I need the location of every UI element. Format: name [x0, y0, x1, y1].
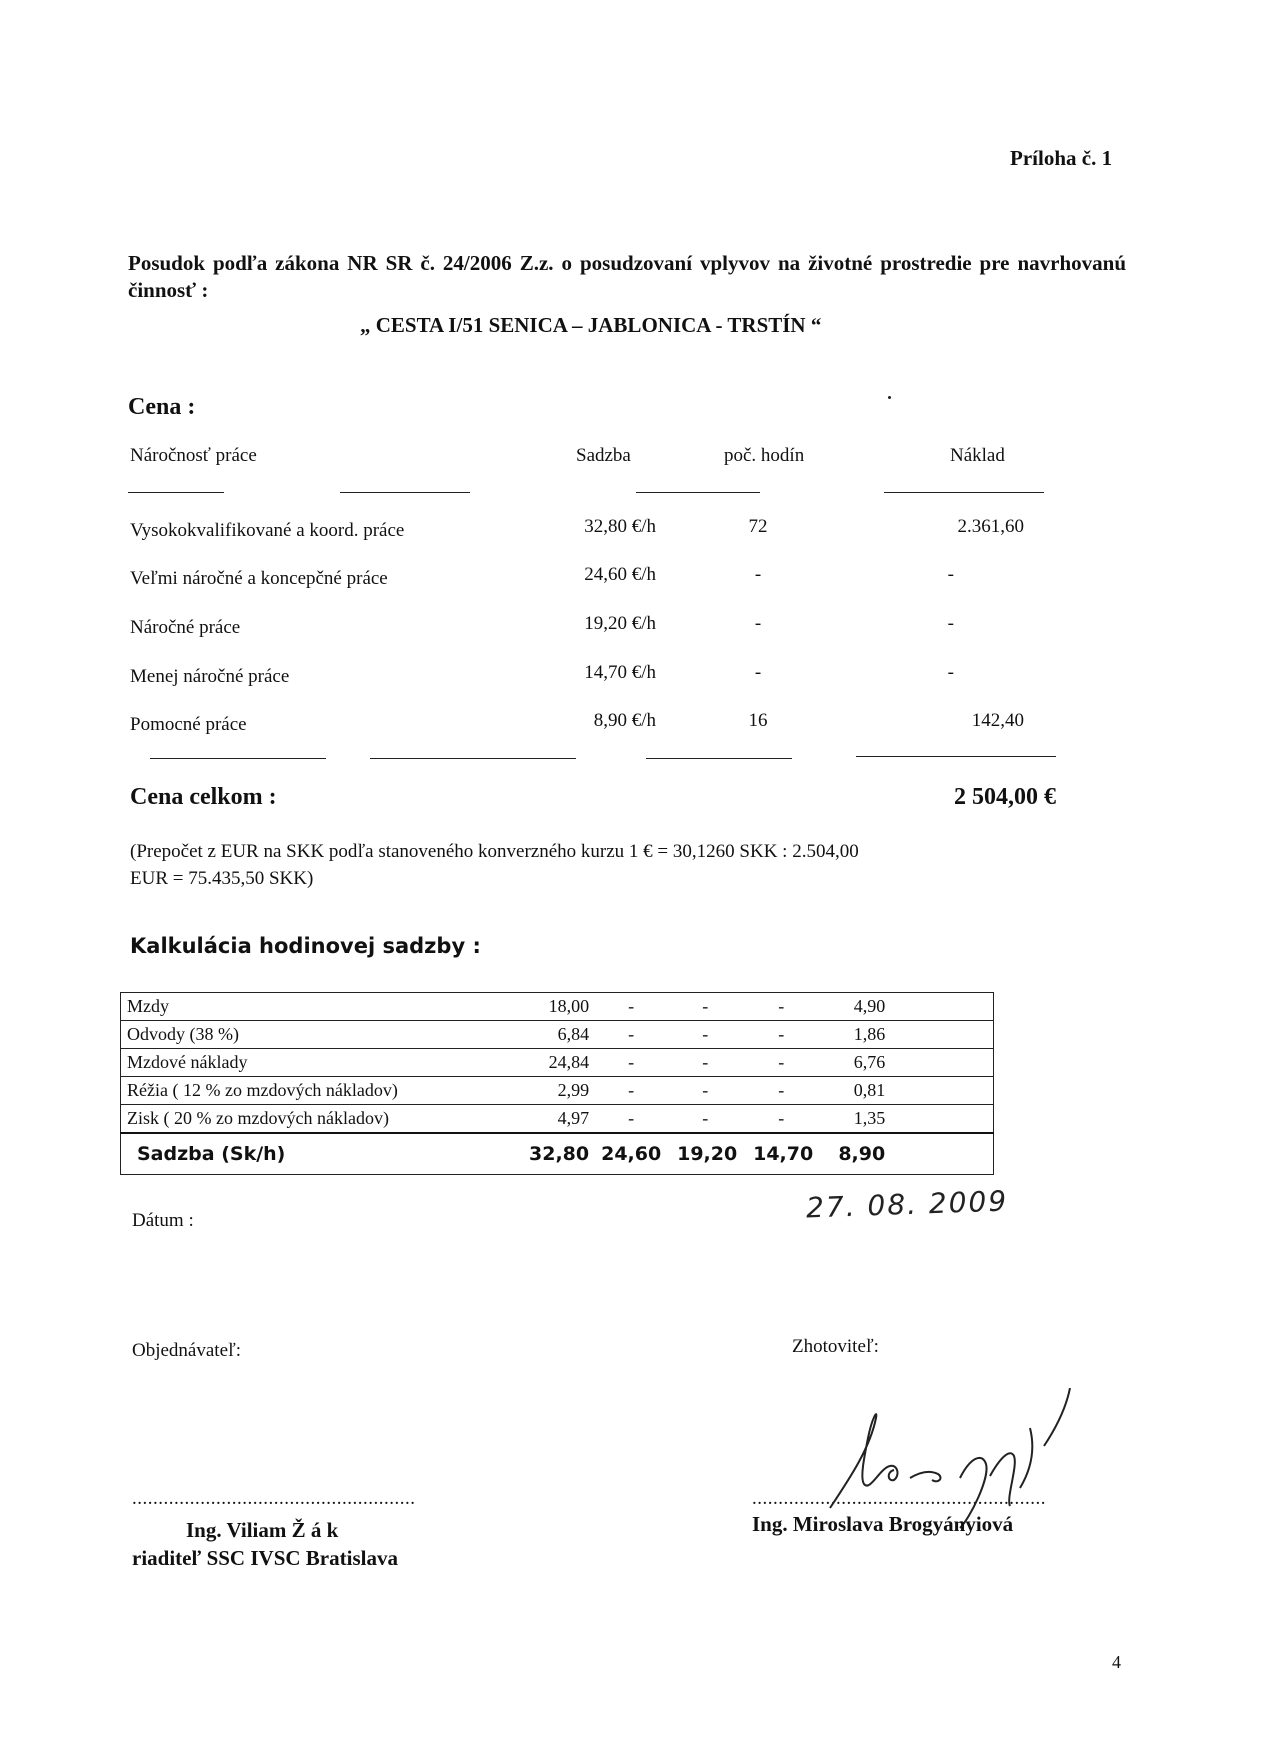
calc-row-label: Mzdové náklady: [121, 1049, 524, 1077]
header-underline: [340, 492, 470, 493]
header-work: Náročnosť práce: [130, 445, 257, 466]
header-cost: Náklad: [950, 445, 1005, 466]
sum-underline: [856, 756, 1056, 757]
price-row-hours: 72: [748, 516, 768, 537]
calc-cell: -: [743, 1077, 819, 1105]
calc-row-label: Odvody (38 %): [121, 1021, 524, 1049]
calc-cell: 24,84: [523, 1049, 595, 1077]
price-row-rate: 14,70 €/h: [584, 662, 656, 683]
calc-pad-cell: [891, 993, 993, 1021]
table-row: [121, 1077, 994, 1105]
client-role: riaditeľ SSC IVSC Bratislava: [132, 1546, 398, 1570]
annex-label: Príloha č. 1: [1010, 146, 1113, 170]
calc-total-cell: 19,20: [667, 1133, 743, 1175]
calc-cell: 2,99: [523, 1077, 595, 1105]
calc-row-label: Zisk ( 20 % zo mzdových nákladov): [121, 1105, 524, 1134]
document-heading: Posudok podľa zákona NR SR č. 24/2006 Z.z. o posudzovaní vplyvov na životné prostredie pre navrhovanú činnosť :: [128, 251, 1126, 302]
calc-total-cell: 24,60: [595, 1133, 667, 1175]
price-row-cost: 142,40: [971, 710, 1024, 731]
calc-cell: -: [595, 1105, 667, 1134]
calc-cell: 0,81: [819, 1077, 891, 1105]
date-value: 27. 08. 2009: [805, 1184, 1009, 1225]
calc-total-cell: 32,80: [523, 1133, 595, 1175]
calc-cell: -: [743, 1021, 819, 1049]
calc-cell: 6,84: [523, 1021, 595, 1049]
calc-cell: -: [667, 1021, 743, 1049]
price-row-hours: -: [754, 613, 762, 634]
table-row: [121, 1105, 994, 1134]
scan-speck: [888, 396, 891, 399]
price-row-cost: -: [947, 564, 954, 585]
price-row-rate: 24,60 €/h: [584, 564, 656, 585]
sum-underline: [646, 758, 792, 759]
calc-cell: -: [743, 993, 819, 1021]
calc-cell: 4,90: [819, 993, 891, 1021]
price-row-rate: 32,80 €/h: [584, 516, 656, 537]
price-row-hours: -: [754, 564, 762, 585]
calc-pad-cell: [891, 1105, 993, 1134]
client-name: Ing. Viliam Ž á k: [186, 1518, 339, 1542]
sum-underline: [150, 758, 326, 759]
calc-cell: -: [667, 1049, 743, 1077]
calc-cell: 18,00: [523, 993, 595, 1021]
contractor-name: Ing. Miroslava Brogyányiová: [752, 1512, 1014, 1536]
date-label: Dátum :: [132, 1210, 194, 1231]
calculation-table: [120, 992, 994, 1175]
price-row-cost: -: [947, 662, 954, 683]
price-row-name: Vysokokvalifikované a koord. práce: [130, 520, 405, 541]
header-hours: poč. hodín: [724, 445, 805, 466]
calc-cell: 1,86: [819, 1021, 891, 1049]
client-signature-line: ......................................................: [132, 1488, 416, 1509]
calc-pad-cell: [891, 1021, 993, 1049]
page-number: 4: [1112, 1652, 1121, 1672]
price-row-hours: -: [754, 662, 762, 683]
calc-cell: -: [595, 1077, 667, 1105]
price-row-name: Náročné práce: [130, 617, 241, 638]
price-row-name: Pomocné práce: [130, 714, 247, 735]
price-row-cost: -: [947, 613, 954, 634]
price-section-title: Cena :: [128, 394, 196, 420]
price-row-rate: 8,90 €/h: [593, 710, 656, 731]
header-rate: Sadzba: [576, 445, 631, 466]
total-label: Cena celkom :: [130, 784, 277, 810]
price-row-rate: 19,20 €/h: [584, 613, 656, 634]
price-row-name: Menej náročné práce: [130, 666, 290, 687]
calc-cell: 6,76: [819, 1049, 891, 1077]
calc-cell: 1,35: [819, 1105, 891, 1134]
conversion-note: (Prepočet z EUR na SKK podľa stanoveného konverzného kurzu 1 € = 30,1260 SKK : 2.504,00 EUR = 75.435,50 SKK): [130, 841, 859, 889]
price-row-cost: 2.361,60: [957, 516, 1024, 537]
calculation-title: Kalkulácia hodinovej sadzby :: [130, 934, 481, 958]
project-title: „ CESTA I/51 SENICA – JABLONICA - TRSTÍN “: [360, 313, 822, 337]
total-value: 2 504,00 €: [954, 784, 1056, 810]
calc-cell: -: [667, 1105, 743, 1134]
calc-pad-cell: [891, 1133, 993, 1175]
calc-pad-cell: [891, 1049, 993, 1077]
header-underline: [128, 492, 224, 493]
calc-cell: -: [595, 993, 667, 1021]
calc-cell: -: [595, 1049, 667, 1077]
sum-underline: [370, 758, 576, 759]
calc-cell: -: [667, 993, 743, 1021]
price-row-hours: 16: [748, 710, 768, 731]
contractor-signature-line: ........................................................: [752, 1488, 1046, 1509]
calc-row-label: Mzdy: [121, 993, 524, 1021]
calc-total-cell: 14,70: [743, 1133, 819, 1175]
calc-row-label: Réžia ( 12 % zo mzdových nákladov): [121, 1077, 524, 1105]
calc-pad-cell: [891, 1077, 993, 1105]
table-row: [121, 1049, 994, 1077]
calc-total-cell: 8,90: [819, 1133, 891, 1175]
table-total-row: [121, 1133, 994, 1175]
calc-cell: -: [743, 1049, 819, 1077]
calc-cell: -: [595, 1021, 667, 1049]
header-underline: [884, 492, 1044, 493]
calc-cell: -: [743, 1105, 819, 1134]
calc-total-label: Sadzba (Sk/h): [121, 1133, 524, 1175]
price-row-name: Veľmi náročné a koncepčné práce: [130, 568, 388, 589]
table-row: [121, 1021, 994, 1049]
client-label: Objednávateľ:: [132, 1340, 242, 1361]
table-row: [121, 993, 994, 1021]
calc-cell: 4,97: [523, 1105, 595, 1134]
header-underline: [636, 492, 760, 493]
contractor-label: Zhotoviteľ:: [792, 1336, 879, 1357]
calc-cell: -: [667, 1077, 743, 1105]
